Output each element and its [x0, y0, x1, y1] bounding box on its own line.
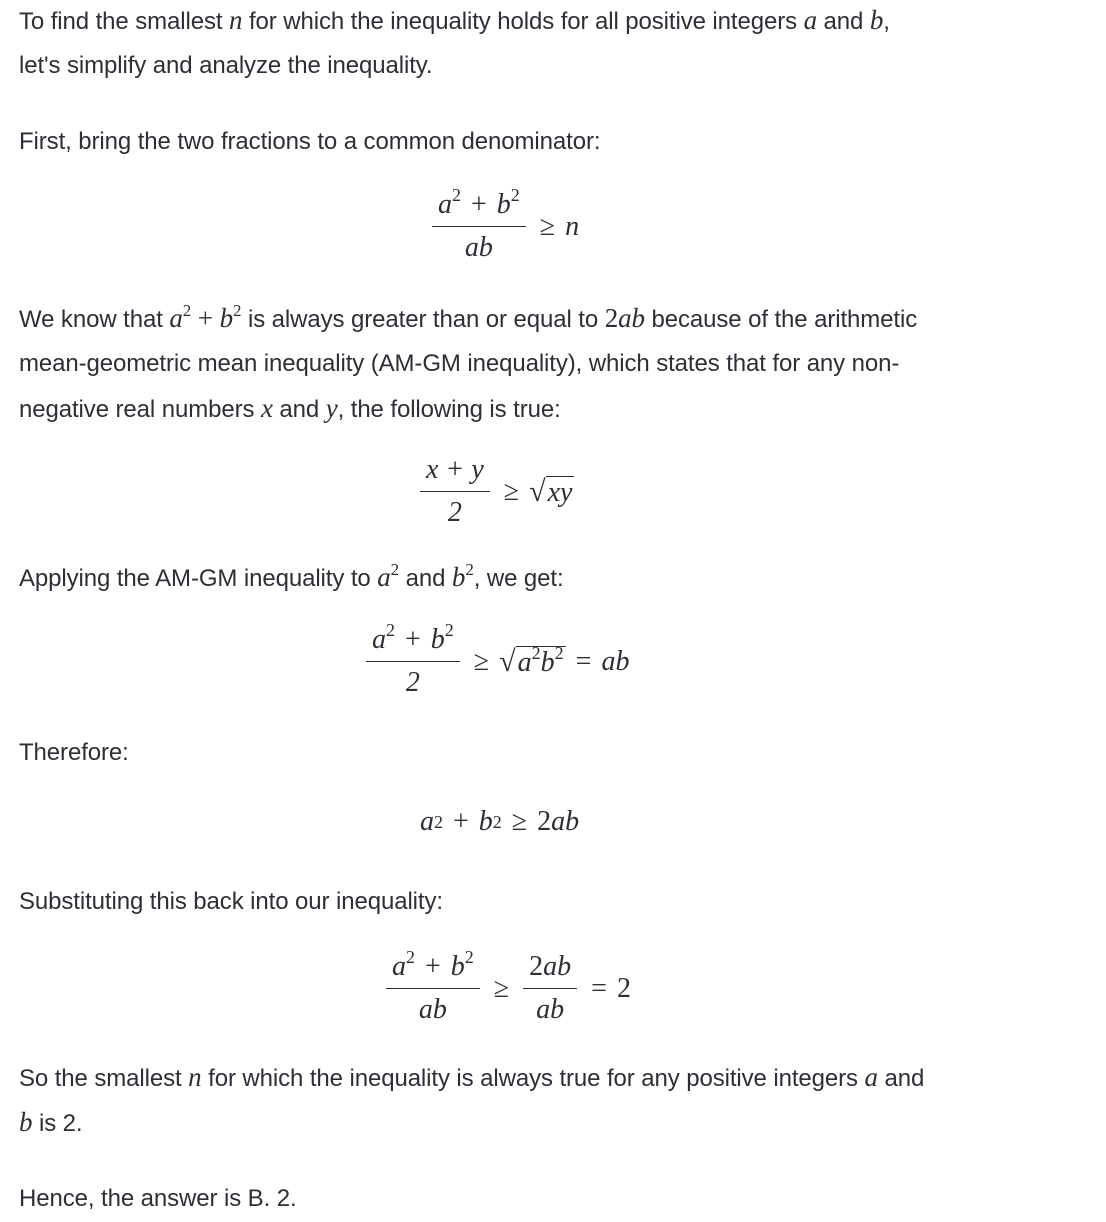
ge-symbol: ≥ — [473, 645, 490, 677]
intro-paragraph-line-1 — [19, 0, 890, 44]
equation-fraction-ge-n — [428, 185, 580, 263]
fraction: $\frac{x + y}{2}$ — [420, 455, 490, 528]
conclusion-paragraph-line-1: So the smallest n for which the inequality is always true for any positive integers a and — [19, 1062, 925, 1092]
math-var-n: n — [565, 210, 580, 242]
applying-amgm-paragraph: Applying the AM-GM inequality to $a^2$ and $b^2$, we get: — [19, 560, 564, 592]
equation-amgm-general — [416, 455, 574, 528]
equals-symbol: = — [575, 645, 592, 677]
ge-symbol: ≥ — [493, 972, 510, 1004]
fraction: $\frac{2ab}{ab}$ — [523, 952, 577, 1025]
ge-symbol: ≥ — [511, 806, 528, 837]
substituting-paragraph: Substituting this back into our inequality: — [19, 888, 443, 915]
conclusion-paragraph-line-2: b is 2. — [19, 1107, 83, 1137]
intro-paragraph-line-2: let's simplify and analyze the inequality. — [19, 52, 433, 79]
math-var-a: a — [803, 5, 817, 35]
fraction: $\frac{a^2 + b^2}{ab}$ — [386, 952, 480, 1025]
math-var-n: n — [229, 5, 243, 35]
common-denominator-paragraph: First, bring the two fractions to a common denominator: — [19, 128, 601, 155]
amgm-paragraph-line-2: mean-geometric mean inequality (AM-GM inequality), which states that for any non- — [19, 350, 900, 377]
text: , — [883, 8, 890, 35]
fraction: $\frac{a^2 + b^2}{ab}$ — [432, 190, 526, 263]
amgm-paragraph-line-3: negative real numbers x and y, the following is true: — [19, 393, 561, 423]
fraction: $\frac{a^2 + b^2}{2}$ — [366, 625, 460, 698]
therefore-label: Therefore: — [19, 739, 129, 766]
equation-final-substitution: $\frac{a^2 + b^2}{ab}$ ≥ $\frac{2ab}{ab}$ = 2 — [382, 952, 631, 1025]
square-root: √ $a^2b^2$ — [499, 643, 564, 678]
equals-symbol: = — [591, 972, 607, 1004]
text: To find the smallest — [19, 8, 229, 35]
text: for which the inequality holds for all positive integers — [242, 8, 804, 35]
equation-sum-squares-ge-2ab: a 2 + b 2 ≥ 2 ab — [420, 806, 580, 837]
amgm-paragraph-line-1: We know that $a^2 + b^2$ is always greater than or equal to 2ab because of the arithmetic — [19, 301, 918, 333]
equation-amgm-applied: $\frac{a^2 + b^2}{2}$ ≥ √ $a^2b^2$ = ab — [362, 625, 629, 698]
ge-symbol: ≥ — [539, 210, 556, 242]
final-answer: Hence, the answer is B. 2. — [19, 1185, 297, 1212]
text: and — [816, 8, 870, 35]
square-root: √ xy — [529, 475, 573, 508]
math-var-b: b — [869, 5, 884, 35]
ge-symbol: ≥ — [503, 475, 520, 507]
